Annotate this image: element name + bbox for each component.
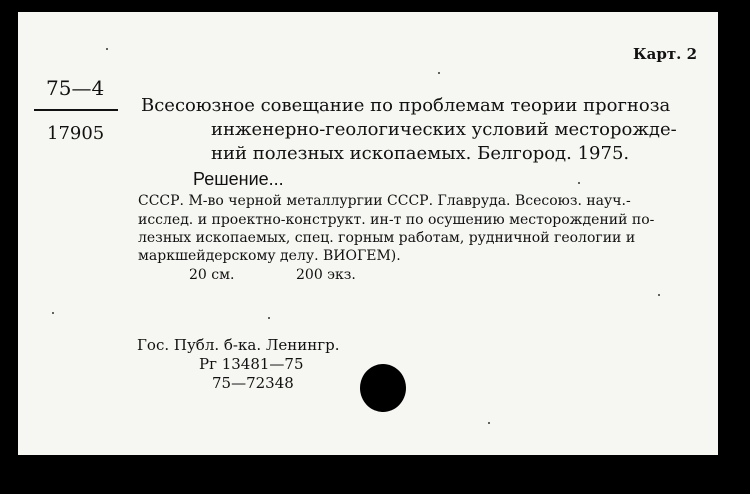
body-line: лезных ископаемых, спец. горным работам, рудничной геологии и: [138, 230, 636, 246]
index-divider: [34, 109, 118, 111]
speck: [52, 312, 54, 314]
decision-heading: Решение...: [193, 169, 284, 189]
speck: [106, 48, 108, 50]
speck: [578, 182, 580, 184]
catalog-card: [18, 12, 718, 455]
body-line: маркшейдерскому делу. ВИОГЕМ).: [138, 248, 401, 264]
index-number-bottom: 17905: [47, 123, 105, 144]
copy-count: 200 экз.: [296, 267, 356, 283]
library-line: 75—72348: [212, 374, 294, 392]
body-line: исслед. и проектно-конструкт. ин-т по осушению месторождений по-: [138, 212, 655, 228]
library-line: Гос. Публ. б-ка. Ленингр.: [137, 336, 340, 354]
title-line: инженерно-геологических условий месторожде-: [211, 119, 677, 140]
card-number: Карт. 2: [633, 45, 698, 63]
title-line: Всесоюзное совещание по проблемам теории прогноза: [141, 95, 671, 116]
speck: [438, 72, 440, 74]
speck: [658, 294, 660, 296]
speck: [488, 422, 490, 424]
body-line: СССР. М-во черной металлургии СССР. Главруда. Всесоюз. науч.-: [138, 193, 631, 209]
physical-size: 20 см.: [189, 267, 235, 283]
library-line: Рг 13481—75: [199, 355, 304, 373]
title-line: ний полезных ископаемых. Белгород. 1975.: [211, 143, 630, 164]
index-number-top: 75—4: [46, 76, 105, 100]
speck: [268, 317, 270, 319]
punch-hole: [360, 364, 406, 412]
